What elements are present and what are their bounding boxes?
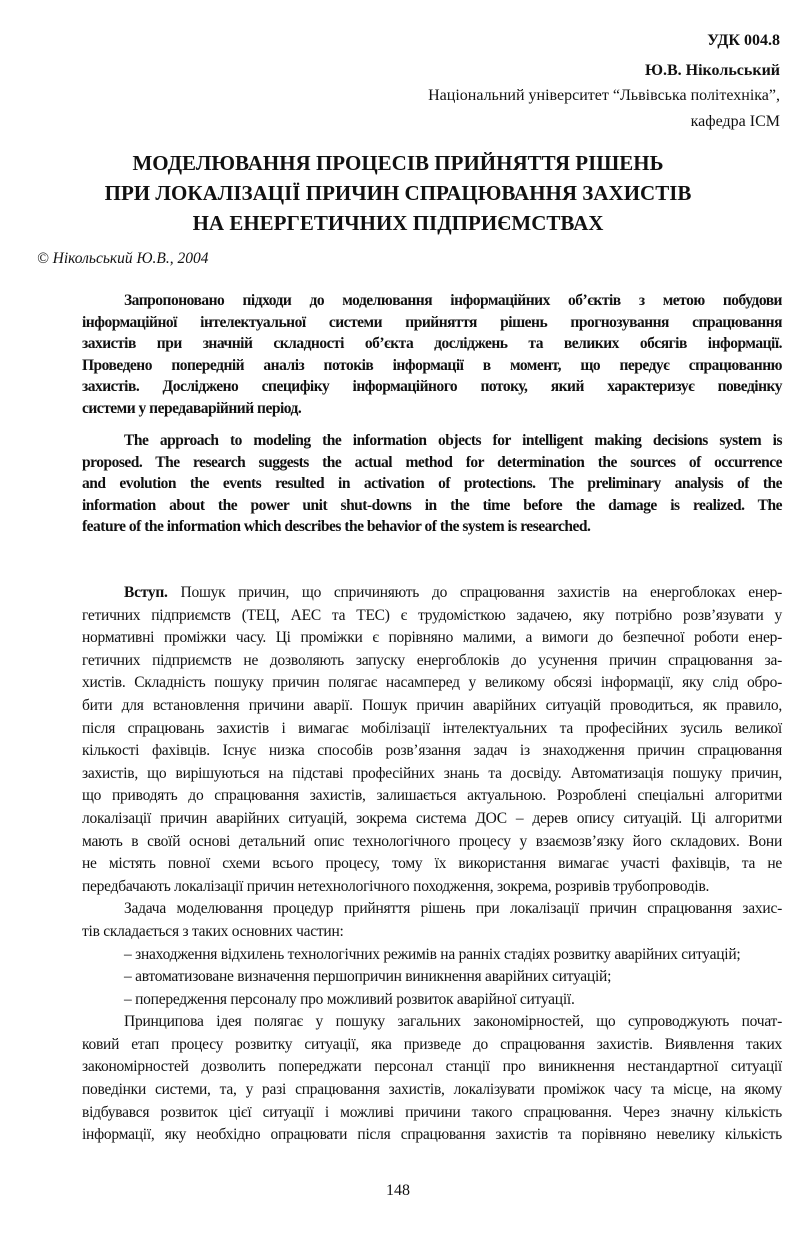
text-line: закономірностей дозволить попереджати персонал станції про виникнення нестандартної ситуації (82, 1058, 782, 1076)
text-line: – автоматизоване визначення першопричин виникнення аварійних ситуацій; (124, 968, 612, 986)
text-line: – попередження персоналу про можливий розвиток аварійної ситуації. (124, 990, 575, 1008)
copyright: © Нікольський Ю.В., 2004 (37, 250, 209, 267)
text-line: тів складається з таких основних частин: (82, 922, 344, 940)
article-body (82, 582, 782, 1178)
text-line: feature of the information which describes the behavior of the system is researched. (82, 518, 591, 536)
abstract-ukrainian (82, 290, 782, 420)
text-line: нормативні проміжки часу. Ці проміжки є порівняно малими, а вимоги до безпечної роботи енер- (82, 629, 782, 647)
author-name: Ю.В. Нікольський (644, 62, 780, 79)
text-line: and evolution the events resulted in activation of protections. The preliminary analysis of the (82, 475, 782, 493)
text-line: захистів. Досліджено специфіку інформаційного потоку, який характеризує поведінку (82, 378, 782, 396)
text-line: захистів при значній складності об’єкта досліджень та великих обсягів інформації. (82, 335, 782, 353)
text-line: Проведено попередній аналіз потоків інформації в момент, що передує спрацюванню (82, 356, 782, 374)
text-line: information about the power unit shut-downs in the time before the damage is realized. The (82, 496, 782, 514)
affiliation-department: кафедра ІСМ (690, 113, 780, 130)
text-span: Пошук причин, що спричиняють до спрацювання захистів на енергоблоках енер- (167, 584, 782, 601)
text-line: ковий етап процесу розвитку ситуації, яка призведе до спрацювання захистів. Виявлення таких (82, 1035, 782, 1053)
article-title (0, 148, 796, 238)
text-line: Принципова ідея полягає у пошуку загальних закономірностей, що супроводжують почат- (124, 1013, 782, 1031)
affiliation-university: Національний університет “Львівська політехніка”, (428, 87, 780, 104)
page-number: 148 (386, 1182, 410, 1199)
text-line (82, 582, 782, 605)
text-line: після спрацювань захистів і вимагає мобілізації інтелектуальних та професійних зусиль великої (82, 719, 782, 737)
text-line: кількості фахівців. Існує низка способів розв’язання задач із знаходження причин спрацювання (82, 742, 782, 760)
text-line: Запропоновано підходи до моделювання інформаційних об’єктів з метою побудови (124, 292, 782, 309)
text-line: не містять повної схеми всього процесу, тому їх використання вимагає участі фахівців, та не (82, 855, 782, 873)
title-line: МОДЕЛЮВАННЯ ПРОЦЕСІВ ПРИЙНЯТТЯ РІШЕНЬ (132, 151, 664, 175)
text-line: поведінки системи, та, у разі спрацювання захистів, локалізувати проміжок часу та місце, на якому (82, 1081, 782, 1099)
title-line: ПРИ ЛОКАЛІЗАЦІЇ ПРИЧИН СПРАЦЮВАННЯ ЗАХИСТІВ (104, 181, 692, 205)
udk-code: УДК 004.8 (707, 32, 780, 49)
text-line: інформаційної інтелектуальної системи прийняття рішень прогнозування спрацювання (82, 313, 782, 331)
text-line: proposed. The research suggests the actual method for determination the sources of occurrence (82, 453, 782, 471)
text-line: локалізації причин аварійних ситуацій, зокрема система ДОС – дерев опису ситуацій. Ці алгоритми (82, 809, 782, 827)
text-line: Задача моделювання процедур прийняття рішень при локалізації причин спрацювання захис- (124, 900, 782, 918)
text-line: передбачають локалізації причин нетехнологічного походження, зокрема, розривів трубопроводів. (82, 877, 710, 895)
text-line: гетичних підприємств не дозволяють запуску енергоблоків до усунення причин спрацювання за- (82, 651, 782, 669)
text-line: інформації, яку необхідно опрацювати після спрацювання захистів та порівняно невелику кількість (82, 1126, 782, 1144)
text-line: відбувався розвиток цієї ситуації і можливі причини такого спрацювання. Через значну кількість (82, 1103, 782, 1121)
text-line: The approach to modeling the information objects for intelligent making decisions system is (124, 432, 782, 449)
title-line: НА ЕНЕРГЕТИЧНИХ ПІДПРИЄМСТВАХ (192, 211, 604, 235)
text-line: бити для встановлення причини аварії. Пошук причин аварійних ситуацій проводиться, як правило, (82, 696, 782, 714)
text-line: системи у передаварійний період. (82, 399, 302, 417)
text-line: мають в своїй основі детальний опис технологічного процесу у взаємозв’язку його складових. Вони (82, 832, 782, 850)
abstract-english (82, 430, 782, 538)
text-line: що приводять до спрацювання захистів, залишається актуальною. Розроблені спеціальні алгоритми (82, 787, 782, 805)
intro-label: Вступ. (124, 584, 168, 601)
text-line: хистів. Складність пошуку причин полягає насамперед у великому обсязі інформації, яку слід обро- (82, 674, 782, 692)
text-line: гетичних підприємств (ТЕЦ, АЕС та ТЕС) є трудомісткою задачею, яку потрібно розв’язувати у (82, 606, 782, 624)
text-line: захистів, що вирішуються на підставі професійних знань та досвіду. Автоматизація пошуку причин, (82, 764, 782, 782)
text-line: – знаходження відхилень технологічних режимів на ранніх стадіях розвитку аварійних ситуацій; (124, 945, 741, 963)
